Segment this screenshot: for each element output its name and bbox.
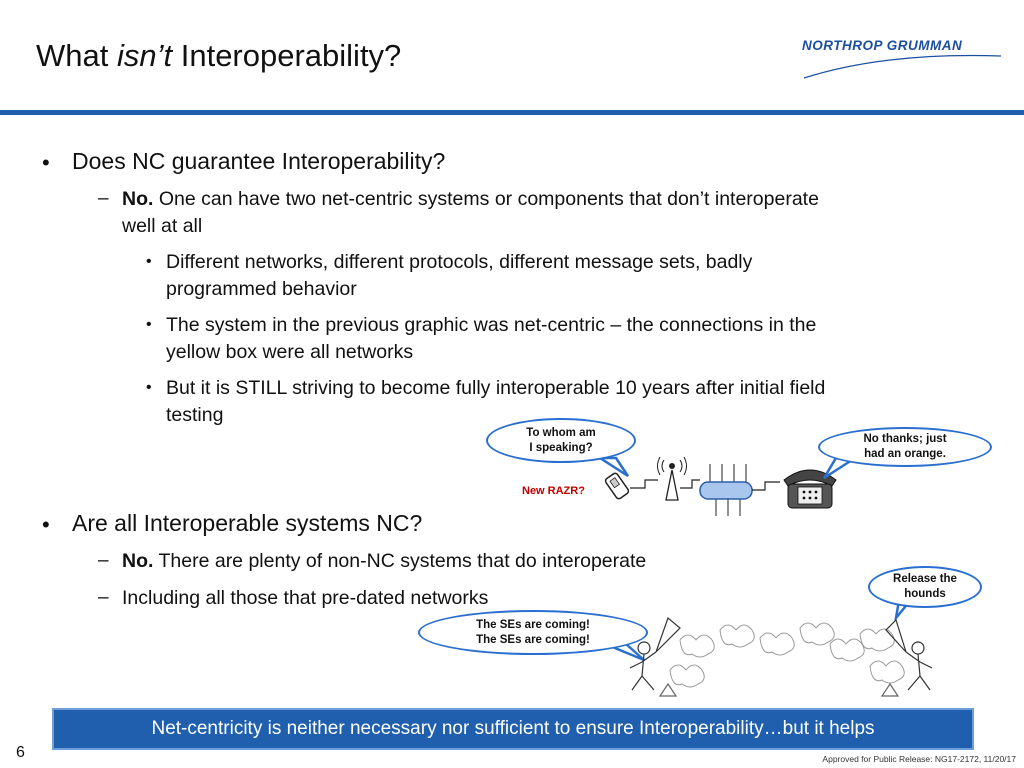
sub-item-line2: programmed behavior	[166, 278, 357, 300]
bubble-phone-line1: To whom am	[526, 426, 596, 439]
dash-marker: –	[98, 550, 109, 571]
bubble-ses-line2: The SEs are coming!	[476, 633, 590, 646]
bubble-phone-line2: I speaking?	[529, 441, 593, 454]
logo-text: NORTHROP GRUMMAN	[802, 38, 963, 53]
bubble-hounds-line2: hounds	[904, 588, 946, 600]
approval-notice: Approved for Public Release: NG17-2172, 11/20/17	[822, 754, 1016, 764]
bullet-2: Are all Interoperable systems NC?	[72, 510, 423, 536]
sub-item-line1: The system in the previous graphic was net-centric – the connections in the	[166, 314, 817, 336]
title-prefix: What	[36, 38, 117, 73]
dash-marker: –	[98, 587, 109, 608]
razr-label: New RAZR?	[522, 485, 585, 497]
bullet-2-sub-2: Including all those that pre-dated networks	[122, 587, 489, 609]
bullet-dot-small: •	[146, 316, 152, 333]
bullet-1-sub-1-line2: well at all	[122, 215, 203, 237]
bubble-hounds-line1: Release the	[893, 573, 957, 585]
speech-bubble-orange	[818, 427, 992, 467]
bullet-dot-small: •	[146, 379, 152, 396]
bubble-orange-line1: No thanks; just	[863, 433, 947, 445]
bullet-1-sub-1-text: One can have two net-centric systems or components that don’t interoperate	[153, 188, 819, 210]
bullet-dot-small: •	[146, 253, 152, 270]
bullet-1: Does NC guarantee Interoperability?	[72, 148, 446, 174]
speech-bubble-phone	[486, 418, 636, 463]
sub-item-line2: testing	[166, 404, 224, 426]
bubble-ses-line1: The SEs are coming!	[476, 618, 590, 631]
bullet-dot: •	[42, 150, 50, 175]
bullet-2-sub-1-text: There are plenty of non-NC systems that do interoperate	[153, 550, 647, 572]
page-number: 6	[16, 744, 25, 761]
title-italic: isn’t	[116, 38, 173, 73]
smoke-signal-illustration	[620, 600, 950, 704]
bubble-orange-line2: had an orange.	[864, 448, 946, 460]
bullet-1-sub-1-bold: No.	[122, 188, 154, 210]
left-figure-icon	[630, 618, 680, 696]
sub-item-line1: Different networks, different protocols, different message sets, badly	[166, 251, 753, 273]
title-suffix: Interoperability?	[172, 38, 402, 73]
speech-bubble-ses	[418, 610, 648, 655]
bullet-dot: •	[42, 512, 50, 537]
sub-item-line1: But it is STILL striving to become fully interoperable 10 years after initial field	[166, 377, 826, 399]
bullet-2-sub-1-bold: No.	[122, 550, 154, 572]
sub-item-line2: yellow box were all networks	[166, 341, 414, 363]
dash-marker: –	[98, 188, 109, 209]
conclusion-banner: Net-centricity is neither necessary nor sufficient to ensure Interoperability…but it helps	[52, 708, 974, 750]
